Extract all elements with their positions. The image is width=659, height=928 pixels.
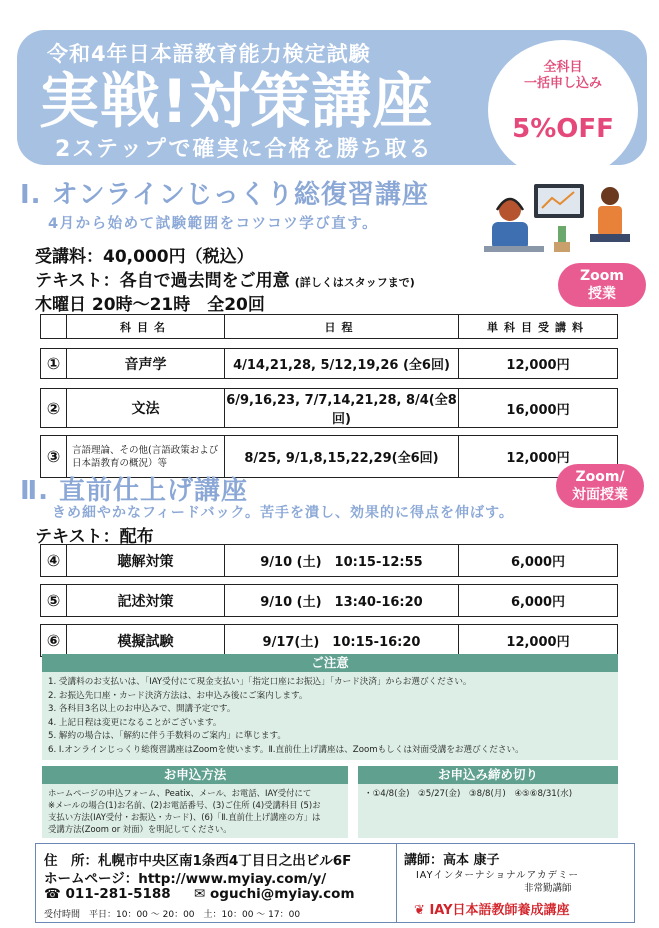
row-fee: 12,000円	[459, 436, 618, 478]
promo-line2: 一括申し込み	[523, 76, 602, 91]
col-dates: 日程	[225, 315, 459, 339]
notice-item: 2. お振込先口座・カード決済方法は、お申込み後にご案内します。	[48, 690, 308, 701]
apply-title: お申込方法	[42, 766, 348, 784]
online-class-illustration	[482, 176, 642, 256]
email-line	[194, 886, 355, 902]
notice-title: ご注意	[42, 654, 618, 672]
table-row	[41, 349, 618, 379]
school-logo	[414, 899, 570, 918]
logo-text: IAY日本語教師養成講座	[429, 903, 570, 918]
zoom-inperson-line1: Zoom/	[575, 469, 625, 485]
row-number: ②	[41, 389, 67, 428]
promo-line1: 全科目	[543, 60, 583, 75]
row-subject: 文法	[67, 389, 225, 428]
instructor-affiliation: IAYインターナショナルアカデミー	[416, 870, 580, 881]
section1-text-line	[35, 266, 415, 291]
row-fee: 16,000円	[459, 389, 618, 428]
section2-text: テキスト：配布	[35, 527, 154, 547]
notice-item: 6. Ⅰ.オンラインじっくり総復習講座はZoomを使います。Ⅱ.直前仕上げ講座は、Zoomもしくは対面受講をお選びください。	[48, 744, 524, 755]
notice-item: 1. 受講料のお支払いは、「IAY受付にて現金支払い」「指定口座にお振込」「カード決済」からお選びください。	[48, 677, 472, 687]
spacer	[41, 339, 618, 349]
exam-name: 令和4年日本語教育能力検定試験	[47, 42, 371, 66]
notice-item: 4. 上記日程は変更になることがございます。	[48, 717, 222, 728]
row-subject: 模擬試験	[67, 625, 225, 657]
phone-number[interactable]: 011-281-5188	[65, 886, 171, 902]
table-row	[41, 545, 618, 577]
section1-schedule: 木曜日 20時〜21時 全20回	[35, 295, 265, 315]
homepage-link[interactable]: ホームページ：http://www.myiay.com/y/	[44, 871, 327, 887]
zoom-inperson-line2: 対面授業	[572, 487, 628, 503]
mail-icon: ✉	[194, 886, 206, 902]
section1-fee: 受講料：40,000円（税込）	[35, 247, 254, 267]
contact-footer	[35, 843, 635, 923]
row-number: ①	[41, 349, 67, 379]
col-no	[41, 315, 67, 339]
section2-subtitle: きめ細やかなフィードバック。苦手を潰し、効果的に得点を伸ばす。	[52, 505, 514, 521]
discount-badge	[488, 40, 638, 180]
section1-table	[40, 314, 618, 478]
spacer	[41, 577, 618, 585]
instructor-name: 講師：高本 康子	[404, 853, 500, 868]
spacer	[41, 379, 618, 389]
row-date: 9/17(土) 10:15-16:20	[225, 625, 459, 657]
logo-mark-icon: ❦	[414, 903, 425, 918]
email-address[interactable]: oguchi@myiay.com	[210, 886, 355, 902]
zoom-badge-line1: Zoom	[580, 268, 624, 284]
row-subject: 言語理論、その他(言語政策および日本語教育の概況）等	[67, 436, 225, 478]
notice-item: 5. 解約の場合は、「解約に伴う手数料のご案内」に準じます。	[48, 731, 286, 741]
row-fee: 12,000円	[459, 349, 618, 379]
row-fee: 6,000円	[459, 545, 618, 577]
course-title: 実戦!対策講座	[39, 67, 434, 137]
footer-divider	[396, 844, 397, 922]
col-fee: 単科目受講料	[459, 315, 618, 339]
office-hours: 受付時間 平日：10：00 〜 20：00 土：10：00 〜 17：00	[44, 910, 301, 920]
phone-line	[44, 886, 171, 902]
deadline-title: お申込み締め切り	[358, 766, 618, 784]
apply-panel	[42, 784, 348, 838]
catchphrase: 2ステップで確実に合格を勝ち取る	[55, 137, 433, 162]
row-number: ④	[41, 545, 67, 577]
instructor-role: 非常勤講師	[524, 883, 572, 894]
zoom-inperson-badge	[556, 464, 644, 508]
row-number: ⑥	[41, 625, 67, 657]
section1-text: テキスト：各自で過去問をご用意	[35, 271, 290, 291]
section1-text-note: (詳しくはスタッフまで)	[294, 276, 415, 289]
promo-discount: 5%OFF	[512, 114, 614, 144]
col-subject: 科目名	[67, 315, 225, 339]
spacer	[41, 428, 618, 436]
row-dates: 6/9,16,23, 7/7,14,21,28, 8/4(全8回)	[225, 389, 459, 428]
apply-line: ※メールの場合(1)お名前、(2)お電話番号、(3)ご住所 (4)受講科目 (5)お	[48, 800, 321, 810]
row-fee: 6,000円	[459, 585, 618, 617]
row-date: 9/10 (土) 10:15-12:55	[225, 545, 459, 577]
zoom-badge	[558, 263, 646, 307]
row-subject: 記述対策	[67, 585, 225, 617]
table-row	[41, 625, 618, 657]
row-dates: 4/14,21,28, 5/12,19,26 (全6回)	[225, 349, 459, 379]
deadline-panel	[358, 784, 618, 838]
row-subject: 聴解対策	[67, 545, 225, 577]
apply-line: 受講方法(Zoom or 対面）を明記してください。	[48, 824, 232, 834]
apply-line: 支払い方法(IAY受付・お振込・カード)、(6)「Ⅱ.直前仕上げ講座の方」は	[48, 812, 321, 822]
section1-subtitle: 4月から始めて試験範囲をコツコツ学び直す。	[48, 216, 379, 232]
row-date: 9/10 (土) 13:40-16:20	[225, 585, 459, 617]
section2-table	[40, 544, 618, 657]
notice-panel	[42, 672, 618, 760]
row-number: ⑤	[41, 585, 67, 617]
apply-line: ホームページの申込フォーム、Peatix、メール、お電話、IAY受付にて	[48, 788, 312, 798]
notice-item: 3. 各科目3名以上のお申込みで、開講予定です。	[48, 704, 236, 714]
row-dates: 8/25, 9/1,8,15,22,29(全6回)	[225, 436, 459, 478]
table-row	[41, 585, 618, 617]
row-subject: 音声学	[67, 349, 225, 379]
phone-icon: ☎	[44, 886, 61, 902]
spacer	[41, 617, 618, 625]
deadline-text: ・①4/8(金) ②5/27(金) ③8/8(月) ④⑤⑥8/31(水)	[364, 789, 573, 799]
zoom-badge-line2: 授業	[588, 286, 616, 302]
table-row	[41, 389, 618, 428]
address: 住 所：札幌市中央区南1条西4丁目日之出ビル6F	[44, 853, 352, 869]
section1-title: Ⅰ. オンラインじっくり総復習講座	[20, 180, 429, 210]
section2-title: Ⅱ. 直前仕上げ講座	[20, 476, 249, 506]
row-fee: 12,000円	[459, 625, 618, 657]
row-number: ③	[41, 436, 67, 478]
